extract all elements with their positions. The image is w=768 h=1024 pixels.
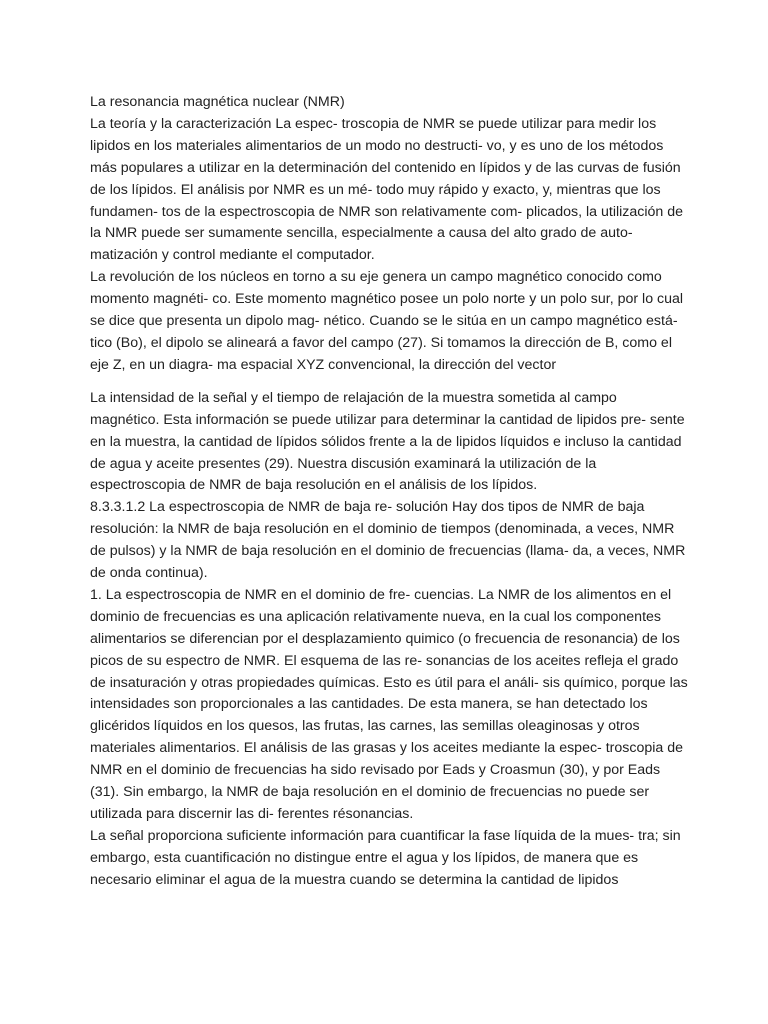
document-title: La resonancia magnética nuclear (NMR) xyxy=(90,94,345,110)
paragraph-signal-quantification: La señal proporciona suficiente información para cuantificar la fase líquida de la mues- tra; sin embargo, esta cuantificación no distingue entre el agua y los lípidos, de manera que es necesario eliminar el agua de la muestra cuando se determina la cantidad de lipidos xyxy=(90,827,681,888)
paragraph-low-resolution: 8.3.3.1.2 La espectroscopia de NMR de baja re- solución Hay dos tipos de NMR de baja resolución: la NMR de baja resolución en el dominio de tiempos (denominada, a veces, NMR de pulsos) y la NMR de baja resolución en el dominio de frecuencias (llama- da, a veces, NMR de onda continua). xyxy=(90,499,686,582)
paragraph-frequency-domain: 1. La espectroscopia de NMR en el dominio de fre- cuencias. La NMR de los alimentos en el dominio de frecuencias es una aplicación relativamente nueva, en la cual los componentes alimentarios se diferencian por el desplazamiento quimico (o frecuencia de resonancia) de los picos de su espectro de NMR. El esquema de las re- sonancias de los aceites refleja el grado de insaturación y otras propiedades químicas. Esto es útil para el análi- sis químico, porque las intensidades son proporcionales a las cantidades. De esta manera, se han detectado los glicéridos líquidos en los quesos, las frutas, las carnes, las semillas oleaginosas y otros materiales alimentarios. El análisis de las grasas y los aceites mediante la espec- troscopia de NMR en el dominio de frecuencias ha sido revisado por Eads y Croasmun (30), y por Eads (31). Sin embargo, la NMR de baja resolución en el dominio de frecuencias no puede ser utilizada para discernir las di- ferentes résonancias. xyxy=(90,586,688,822)
paragraph-nmr-theory: La teoría y la caracterización La espec- troscopia de NMR se puede utilizar para medir los lipidos en los materiales alimentarios de un modo no destructi- vo, y es uno de los métodos más populares a utilizar en la determinación del contenido en lípidos y de las curvas de fusión de los lípidos. El análisis por NMR es un mé- todo muy rápido y exacto, y, mientras que los fundamen- tos de la espectroscopia de NMR son relativamente com- plicados, la utilización de la NMR puede ser sumamente sencilla, especialmente a causa del alto grado de auto- matización y control mediante el computador. xyxy=(90,115,684,264)
paragraph-magnetic-moment: La revolución de los núcleos en torno a su eje genera un campo magnético conocido como momento magnéti- co. Este momento magnético posee un polo norte y un polo sur, por lo cual se dice que presenta un dipolo mag- nético. Cuando se le sitúa en un campo magnético está- tico (Bo), el dipolo se alineará a favor del campo (27). Si tomamos la dirección de B, como el eje Z, en un diagra- ma espacial XYZ convencional, la dirección del vector xyxy=(90,269,684,373)
paragraph-signal-intensity: La intensidad de la señal y el tiempo de relajación de la muestra sometida al campo magnético. Esta información se puede utilizar para determinar la cantidad de lipidos pre- sente en la muestra, la cantidad de lípidos sólidos frente a la de lipidos líquidos e incluso la cantidad de agua y aceite presentes (29). Nuestra discusión examinará la utilización de la espectroscopia de NMR de baja resolución en el análisis de los lípidos. xyxy=(90,389,685,494)
document-body xyxy=(90,92,690,892)
